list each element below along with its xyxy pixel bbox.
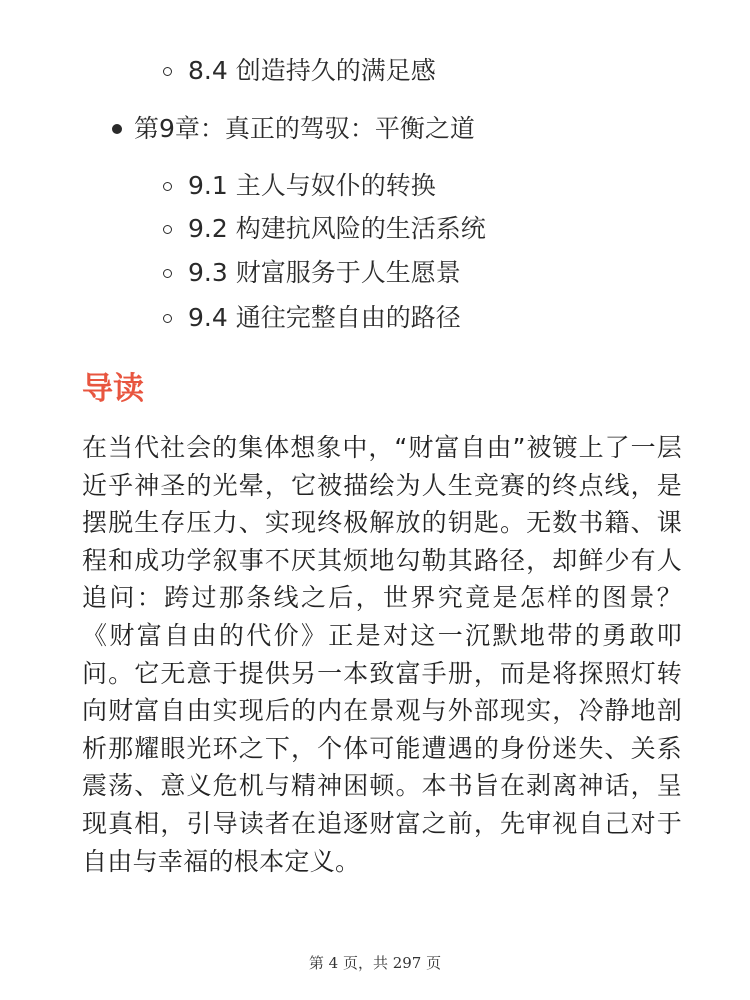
hollow-bullet-icon (163, 67, 172, 76)
hollow-bullet-icon (163, 182, 172, 191)
toc-item[interactable]: 9.4 通往完整自由的路径 (188, 303, 461, 332)
toc-item[interactable]: 9.1 主人与奴仆的转换 (188, 171, 436, 200)
intro-paragraph: 在当代社会的集体想象中，“财富自由”被镀上了一层近乎神圣的光晕，它被描绘为人生竞赛的终点线，是摆脱生存压力、实现终极解放的钥匙。无数书籍、课程和成功学叙事不厌其烦地勾勒其路径，却鲜少有人追问：跨过那条线之后，世界究竟是怎样的图景？《财富自由的代价》正是对这一沉默地带的勇敢叩问。它无意于提供另一本致富手册，而是将探照灯转向财富自由实现后的内在景观与外部现实，冷静地剖析那耀眼光环之下，个体可能遭遇的身份迷失、关系震荡、意义危机与精神困顿。本书旨在剥离神话，呈现真相，引导读者在追逐财富之前，先审视自己对于自由与幸福的根本定义。 (82, 433, 682, 876)
page-number-footer: 第 4 页，共 297 页 (308, 954, 442, 972)
toc-item[interactable]: 9.3 财富服务于人生愿景 (188, 258, 461, 287)
filled-bullet-icon (112, 124, 122, 134)
toc-item[interactable]: 8.4 创造持久的满足感 (188, 56, 436, 85)
hollow-bullet-icon (163, 225, 172, 234)
hollow-bullet-icon (163, 314, 172, 323)
toc-item[interactable]: 9.2 构建抗风险的生活系统 (188, 214, 486, 243)
toc-chapter-item[interactable]: 第9章：真正的驾驭：平衡之道 (134, 114, 475, 143)
hollow-bullet-icon (163, 269, 172, 278)
section-heading: 导读 (82, 371, 144, 407)
